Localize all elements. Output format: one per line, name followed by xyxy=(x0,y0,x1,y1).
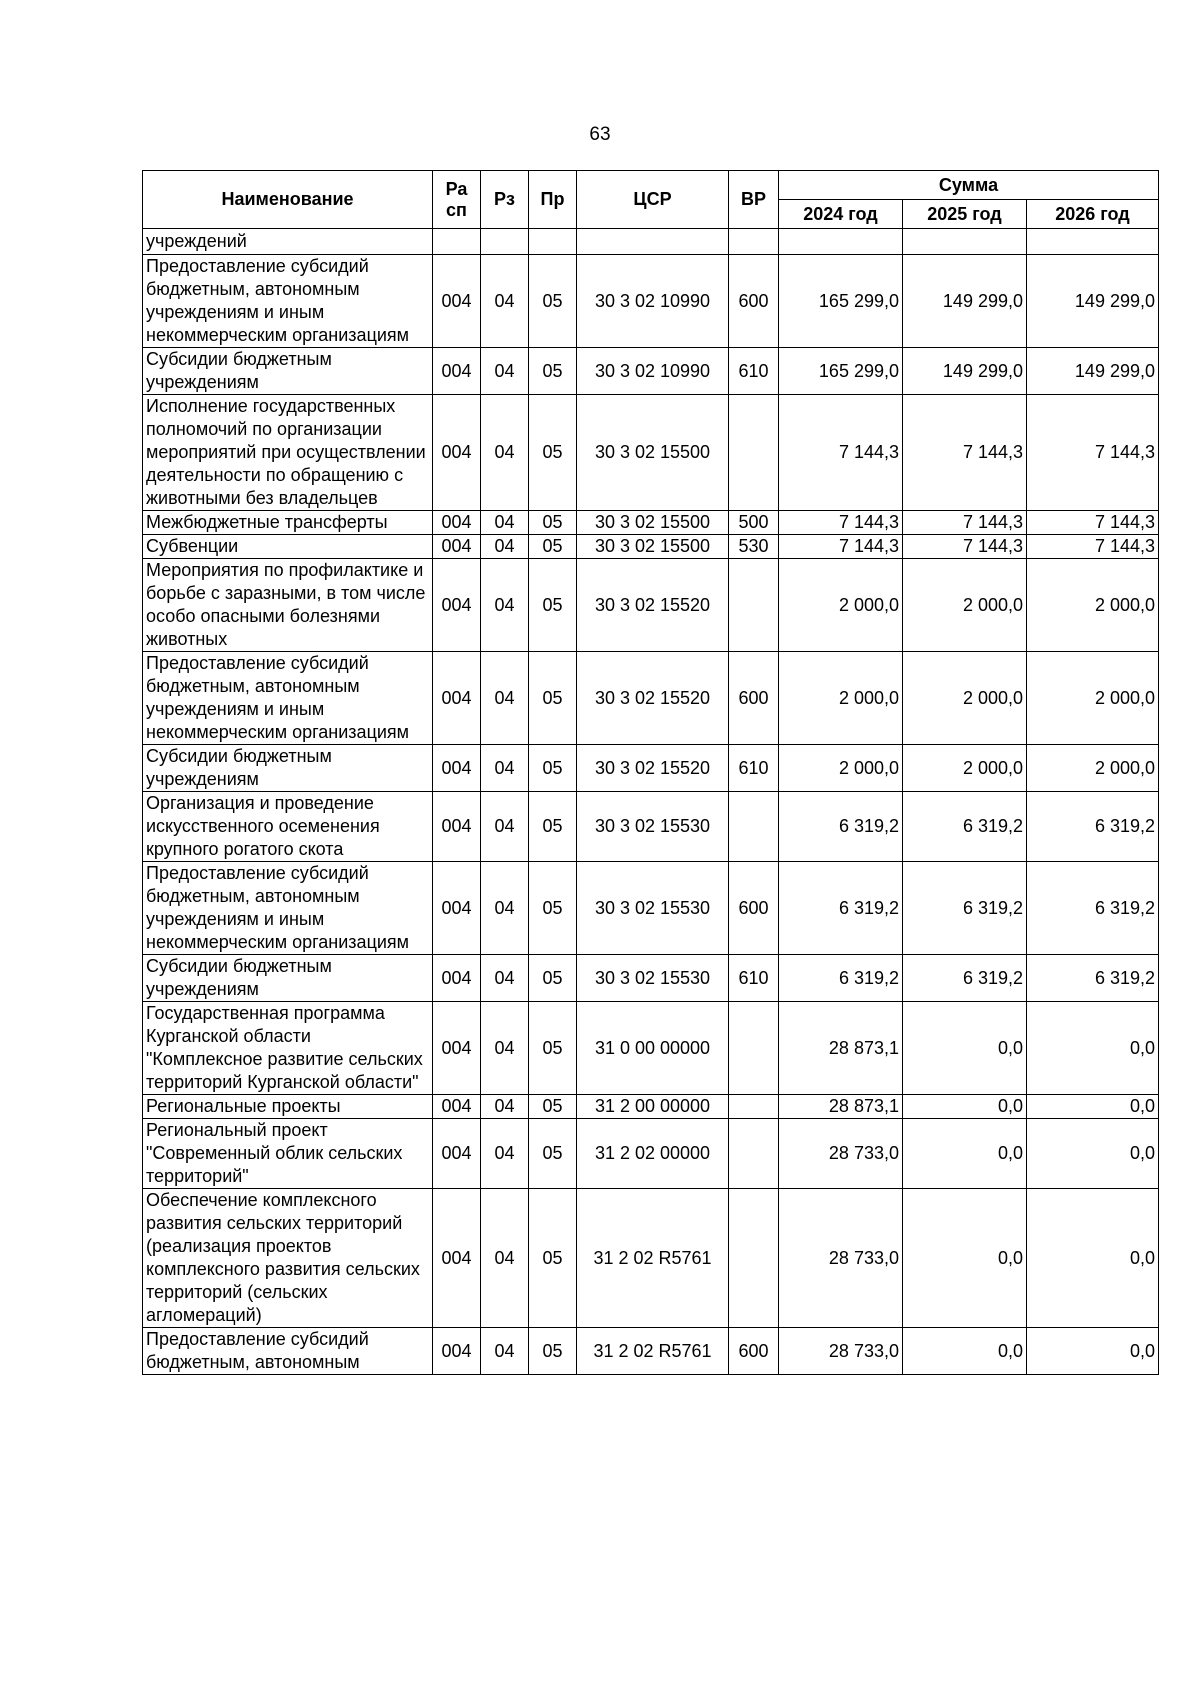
row-pr: 05 xyxy=(529,862,577,955)
row-sum-2024: 2 000,0 xyxy=(779,559,903,652)
row-rasp: 004 xyxy=(433,395,481,511)
row-pr: 05 xyxy=(529,348,577,395)
row-sum-2024: 7 144,3 xyxy=(779,535,903,559)
row-vr: 610 xyxy=(729,955,779,1002)
row-csr: 31 2 00 00000 xyxy=(577,1095,729,1119)
row-rasp: 004 xyxy=(433,1002,481,1095)
row-sum-2025: 7 144,3 xyxy=(903,395,1027,511)
row-sum-2025 xyxy=(903,229,1027,255)
row-sum-2025: 6 319,2 xyxy=(903,955,1027,1002)
row-sum-2024: 6 319,2 xyxy=(779,792,903,862)
row-vr xyxy=(729,1189,779,1328)
row-rz: 04 xyxy=(481,511,529,535)
row-sum-2026: 7 144,3 xyxy=(1027,511,1159,535)
row-sum-2025: 6 319,2 xyxy=(903,862,1027,955)
row-vr xyxy=(729,792,779,862)
row-sum-2026: 149 299,0 xyxy=(1027,348,1159,395)
header-rasp: Ра сп xyxy=(433,171,481,229)
row-rasp: 004 xyxy=(433,511,481,535)
row-rz: 04 xyxy=(481,792,529,862)
header-sum: Сумма xyxy=(779,171,1159,200)
row-pr: 05 xyxy=(529,255,577,348)
header-vr: ВР xyxy=(729,171,779,229)
row-pr: 05 xyxy=(529,511,577,535)
row-rz: 04 xyxy=(481,559,529,652)
row-sum-2024: 28 873,1 xyxy=(779,1002,903,1095)
row-name: Организация и проведение искусственного осеменения крупного рогатого скота xyxy=(143,792,433,862)
row-vr: 600 xyxy=(729,862,779,955)
row-vr xyxy=(729,559,779,652)
row-rasp: 004 xyxy=(433,1119,481,1189)
row-rasp: 004 xyxy=(433,1328,481,1375)
row-sum-2024: 6 319,2 xyxy=(779,862,903,955)
row-csr: 31 2 02 R5761 xyxy=(577,1189,729,1328)
row-sum-2024: 165 299,0 xyxy=(779,348,903,395)
row-pr: 05 xyxy=(529,559,577,652)
header-csr: ЦСР xyxy=(577,171,729,229)
header-pr: Пр xyxy=(529,171,577,229)
row-csr: 30 3 02 15520 xyxy=(577,559,729,652)
row-sum-2025: 0,0 xyxy=(903,1189,1027,1328)
row-pr: 05 xyxy=(529,955,577,1002)
row-vr: 600 xyxy=(729,652,779,745)
table-header xyxy=(143,171,1159,229)
row-name: Межбюджетные трансферты xyxy=(143,511,433,535)
row-sum-2025: 0,0 xyxy=(903,1002,1027,1095)
row-sum-2026 xyxy=(1027,229,1159,255)
row-name: Субвенции xyxy=(143,535,433,559)
row-pr: 05 xyxy=(529,1095,577,1119)
row-sum-2026: 6 319,2 xyxy=(1027,862,1159,955)
row-csr: 31 0 00 00000 xyxy=(577,1002,729,1095)
table-row xyxy=(143,255,1159,348)
row-rasp: 004 xyxy=(433,955,481,1002)
row-vr: 600 xyxy=(729,1328,779,1375)
row-name: Субсидии бюджетным учреждениям xyxy=(143,745,433,792)
row-sum-2024: 6 319,2 xyxy=(779,955,903,1002)
row-name: Субсидии бюджетным учреждениям xyxy=(143,348,433,395)
row-name: Региональные проекты xyxy=(143,1095,433,1119)
row-rz: 04 xyxy=(481,652,529,745)
row-sum-2025: 7 144,3 xyxy=(903,535,1027,559)
row-sum-2025: 149 299,0 xyxy=(903,255,1027,348)
row-rz: 04 xyxy=(481,862,529,955)
row-sum-2025: 2 000,0 xyxy=(903,559,1027,652)
page-number: 63 xyxy=(589,124,611,145)
row-rasp: 004 xyxy=(433,792,481,862)
row-rz: 04 xyxy=(481,745,529,792)
row-name: Предоставление субсидий бюджетным, автономным xyxy=(143,1328,433,1375)
table-row xyxy=(143,535,1159,559)
row-vr: 530 xyxy=(729,535,779,559)
table-row xyxy=(143,1119,1159,1189)
row-name: Обеспечение комплексного развития сельских территорий (реализация проектов комплексного развития сельских территорий (сельских агломераций) xyxy=(143,1189,433,1328)
row-rasp: 004 xyxy=(433,1095,481,1119)
row-csr: 30 3 02 15500 xyxy=(577,395,729,511)
row-csr: 30 3 02 15530 xyxy=(577,862,729,955)
table-row xyxy=(143,1002,1159,1095)
row-sum-2025: 149 299,0 xyxy=(903,348,1027,395)
budget-table xyxy=(142,170,1159,1375)
row-sum-2026: 7 144,3 xyxy=(1027,395,1159,511)
row-sum-2026: 6 319,2 xyxy=(1027,792,1159,862)
row-rz: 04 xyxy=(481,1095,529,1119)
row-rz: 04 xyxy=(481,1189,529,1328)
row-csr xyxy=(577,229,729,255)
row-rz: 04 xyxy=(481,535,529,559)
row-sum-2026: 2 000,0 xyxy=(1027,652,1159,745)
table-row xyxy=(143,395,1159,511)
row-sum-2025: 7 144,3 xyxy=(903,511,1027,535)
table-row xyxy=(143,862,1159,955)
row-sum-2025: 0,0 xyxy=(903,1328,1027,1375)
table-row xyxy=(143,1189,1159,1328)
row-rasp: 004 xyxy=(433,535,481,559)
row-rz: 04 xyxy=(481,255,529,348)
row-csr: 30 3 02 10990 xyxy=(577,255,729,348)
row-pr: 05 xyxy=(529,395,577,511)
row-csr: 30 3 02 15520 xyxy=(577,652,729,745)
table-row xyxy=(143,348,1159,395)
row-rasp: 004 xyxy=(433,255,481,348)
row-vr: 610 xyxy=(729,745,779,792)
row-sum-2024 xyxy=(779,229,903,255)
row-csr: 30 3 02 15500 xyxy=(577,511,729,535)
row-pr: 05 xyxy=(529,535,577,559)
table-row xyxy=(143,559,1159,652)
row-vr xyxy=(729,1119,779,1189)
row-rz xyxy=(481,229,529,255)
row-pr: 05 xyxy=(529,745,577,792)
row-vr xyxy=(729,229,779,255)
row-rasp: 004 xyxy=(433,348,481,395)
row-rz: 04 xyxy=(481,395,529,511)
row-rasp xyxy=(433,229,481,255)
row-sum-2026: 0,0 xyxy=(1027,1328,1159,1375)
header-year-2026: 2026 год xyxy=(1027,200,1159,229)
header-year-2025: 2025 год xyxy=(903,200,1027,229)
row-sum-2025: 0,0 xyxy=(903,1119,1027,1189)
row-sum-2025: 2 000,0 xyxy=(903,745,1027,792)
row-rasp: 004 xyxy=(433,1189,481,1328)
table-row xyxy=(143,652,1159,745)
row-sum-2026: 0,0 xyxy=(1027,1119,1159,1189)
row-name: Региональный проект "Современный облик сельских территорий" xyxy=(143,1119,433,1189)
row-name: Исполнение государственных полномочий по организации мероприятий при осуществлении деятельности по обращению с животными без владельцев xyxy=(143,395,433,511)
row-sum-2024: 28 733,0 xyxy=(779,1328,903,1375)
row-sum-2024: 7 144,3 xyxy=(779,395,903,511)
table-row xyxy=(143,229,1159,255)
row-pr: 05 xyxy=(529,1002,577,1095)
row-rz: 04 xyxy=(481,1328,529,1375)
row-rz: 04 xyxy=(481,955,529,1002)
row-name: Предоставление субсидий бюджетным, автономным учреждениям и иным некоммерческим организациям xyxy=(143,862,433,955)
table-row xyxy=(143,1328,1159,1375)
row-pr: 05 xyxy=(529,652,577,745)
row-sum-2026: 2 000,0 xyxy=(1027,745,1159,792)
row-rasp: 004 xyxy=(433,652,481,745)
row-csr: 30 3 02 15530 xyxy=(577,792,729,862)
row-pr: 05 xyxy=(529,1328,577,1375)
header-rz: Рз xyxy=(481,171,529,229)
row-vr: 500 xyxy=(729,511,779,535)
row-name: Предоставление субсидий бюджетным, автономным учреждениям и иным некоммерческим организациям xyxy=(143,652,433,745)
row-sum-2026: 6 319,2 xyxy=(1027,955,1159,1002)
row-pr: 05 xyxy=(529,1189,577,1328)
row-sum-2026: 2 000,0 xyxy=(1027,559,1159,652)
row-csr: 30 3 02 15530 xyxy=(577,955,729,1002)
row-sum-2024: 7 144,3 xyxy=(779,511,903,535)
table-row xyxy=(143,1095,1159,1119)
row-sum-2026: 0,0 xyxy=(1027,1095,1159,1119)
row-pr xyxy=(529,229,577,255)
row-vr: 610 xyxy=(729,348,779,395)
header-name: Наименование xyxy=(143,171,433,229)
row-csr: 31 2 02 00000 xyxy=(577,1119,729,1189)
row-rasp: 004 xyxy=(433,862,481,955)
row-csr: 30 3 02 15500 xyxy=(577,535,729,559)
row-sum-2024: 2 000,0 xyxy=(779,745,903,792)
table-row xyxy=(143,745,1159,792)
row-rz: 04 xyxy=(481,348,529,395)
row-pr: 05 xyxy=(529,792,577,862)
row-sum-2026: 149 299,0 xyxy=(1027,255,1159,348)
row-rz: 04 xyxy=(481,1119,529,1189)
row-csr: 30 3 02 10990 xyxy=(577,348,729,395)
row-pr: 05 xyxy=(529,1119,577,1189)
row-sum-2024: 165 299,0 xyxy=(779,255,903,348)
row-sum-2025: 0,0 xyxy=(903,1095,1027,1119)
table-row xyxy=(143,511,1159,535)
row-vr xyxy=(729,1095,779,1119)
row-csr: 30 3 02 15520 xyxy=(577,745,729,792)
row-vr xyxy=(729,1002,779,1095)
row-csr: 31 2 02 R5761 xyxy=(577,1328,729,1375)
row-rasp: 004 xyxy=(433,559,481,652)
row-sum-2024: 28 873,1 xyxy=(779,1095,903,1119)
row-sum-2024: 28 733,0 xyxy=(779,1119,903,1189)
row-vr: 600 xyxy=(729,255,779,348)
row-rz: 04 xyxy=(481,1002,529,1095)
table-row xyxy=(143,792,1159,862)
row-name: Государственная программа Курганской области "Комплексное развитие сельских территорий Курганской области" xyxy=(143,1002,433,1095)
row-name: Мероприятия по профилактике и борьбе с заразными, в том числе особо опасными болезнями животных xyxy=(143,559,433,652)
row-sum-2024: 28 733,0 xyxy=(779,1189,903,1328)
row-name: Предоставление субсидий бюджетным, автономным учреждениям и иным некоммерческим организациям xyxy=(143,255,433,348)
table-row xyxy=(143,955,1159,1002)
table-body xyxy=(143,229,1159,1375)
row-sum-2026: 0,0 xyxy=(1027,1189,1159,1328)
row-vr xyxy=(729,395,779,511)
row-sum-2024: 2 000,0 xyxy=(779,652,903,745)
row-sum-2026: 7 144,3 xyxy=(1027,535,1159,559)
row-name: Субсидии бюджетным учреждениям xyxy=(143,955,433,1002)
row-rasp: 004 xyxy=(433,745,481,792)
row-sum-2025: 6 319,2 xyxy=(903,792,1027,862)
row-sum-2025: 2 000,0 xyxy=(903,652,1027,745)
header-year-2024: 2024 год xyxy=(779,200,903,229)
row-sum-2026: 0,0 xyxy=(1027,1002,1159,1095)
row-name: учреждений xyxy=(143,229,433,255)
